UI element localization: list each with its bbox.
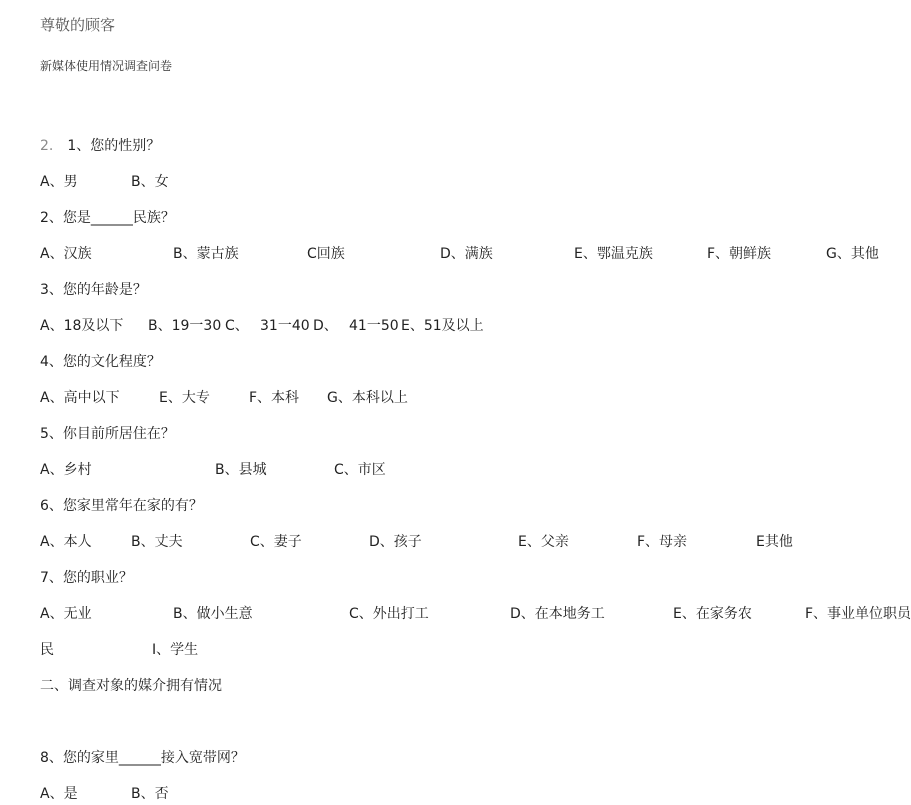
option-age-a: A、18及以下 (40, 318, 124, 334)
option-father: E、父亲 (518, 534, 569, 550)
option-mongol: B、蒙古族 (173, 246, 239, 262)
option-ewenki: E、鄂温克族 (574, 246, 653, 262)
question-7-text: 7、您的职业？ (40, 570, 133, 586)
option-age-d-label: D、 (313, 318, 338, 334)
question-4-text: 4、您的文化程度？ (40, 354, 161, 370)
option-self: A、本人 (40, 534, 92, 550)
option-child: D、孩子 (369, 534, 422, 550)
question-7-options-row2 (40, 639, 880, 661)
option-edu-f: F、本科 (249, 390, 300, 406)
option-age-e: E、51及以上 (401, 318, 484, 334)
option-county: B、县城 (215, 462, 267, 478)
option-hui: C回族 (307, 246, 345, 262)
option-age-d-range: 41一50 (349, 318, 399, 334)
option-female: B、女 (131, 174, 169, 190)
question-4-options (40, 387, 880, 409)
question-8-text: 8、您的家里______接入宽带网？ (40, 750, 245, 766)
question-3 (40, 279, 147, 301)
option-edu-g: G、本科以上 (327, 390, 408, 406)
question-8 (40, 747, 245, 769)
option-han: A、汉族 (40, 246, 92, 262)
option-male: A、男 (40, 174, 78, 190)
option-age-b: B、19一30 (148, 318, 222, 334)
question-2 (40, 207, 175, 229)
section-2-heading (40, 675, 222, 697)
option-farming: E、在家务农 (673, 606, 752, 622)
option-age-c-range: 31一40 (260, 318, 310, 334)
option-local-work: D、在本地务工 (510, 606, 605, 622)
option-other: G、其他 (826, 246, 879, 262)
option-manchu: D、满族 (440, 246, 493, 262)
question-2-options (40, 243, 900, 265)
option-city: C、市区 (334, 462, 386, 478)
option-edu-e: E、大专 (159, 390, 210, 406)
question-8-options (40, 783, 880, 805)
question-4 (40, 351, 161, 373)
question-6 (40, 495, 203, 517)
question-3-options (40, 315, 880, 337)
option-age-c-label: C、 (225, 318, 249, 334)
option-korean: F、朝鲜族 (707, 246, 772, 262)
option-migrant-work: C、外出打工 (349, 606, 429, 622)
question-6-options (40, 531, 880, 553)
survey-title: 新媒体使用情况调查问卷 (40, 59, 173, 73)
list-number: 2. (40, 138, 54, 154)
question-2-text: 2、您是______民族？ (40, 210, 175, 226)
question-1 (40, 135, 160, 157)
option-husband: B、丈夫 (131, 534, 183, 550)
option-yes: A、是 (40, 786, 78, 802)
option-mother: F、母亲 (637, 534, 688, 550)
question-7-options (40, 603, 911, 625)
option-unemployed: A、无业 (40, 606, 92, 622)
question-5-text: 5、你目前所居住在？ (40, 426, 175, 442)
option-edu-a: A、高中以下 (40, 390, 120, 406)
option-wife: C、妻子 (250, 534, 302, 550)
question-7 (40, 567, 133, 589)
question-1-options (40, 171, 880, 193)
option-village: A、乡村 (40, 462, 92, 478)
question-3-text: 3、您的年龄是？ (40, 282, 147, 298)
greeting-heading: 尊敬的顾客 (40, 16, 116, 34)
question-1-text: 1、您的性别？ (67, 138, 161, 154)
question-5-options (40, 459, 880, 481)
question-6-text: 6、您家里常年在家的有？ (40, 498, 203, 514)
option-institution-staff: F、事业单位职员 (805, 606, 911, 622)
option-other-family: E其他 (756, 534, 793, 550)
section-2-text: 二、调查对象的媒介拥有情况 (40, 678, 222, 694)
option-small-business: B、做小生意 (173, 606, 253, 622)
option-continued: 民 (40, 642, 54, 658)
option-no: B、否 (131, 786, 169, 802)
question-5 (40, 423, 175, 445)
option-student: I、学生 (152, 642, 199, 658)
